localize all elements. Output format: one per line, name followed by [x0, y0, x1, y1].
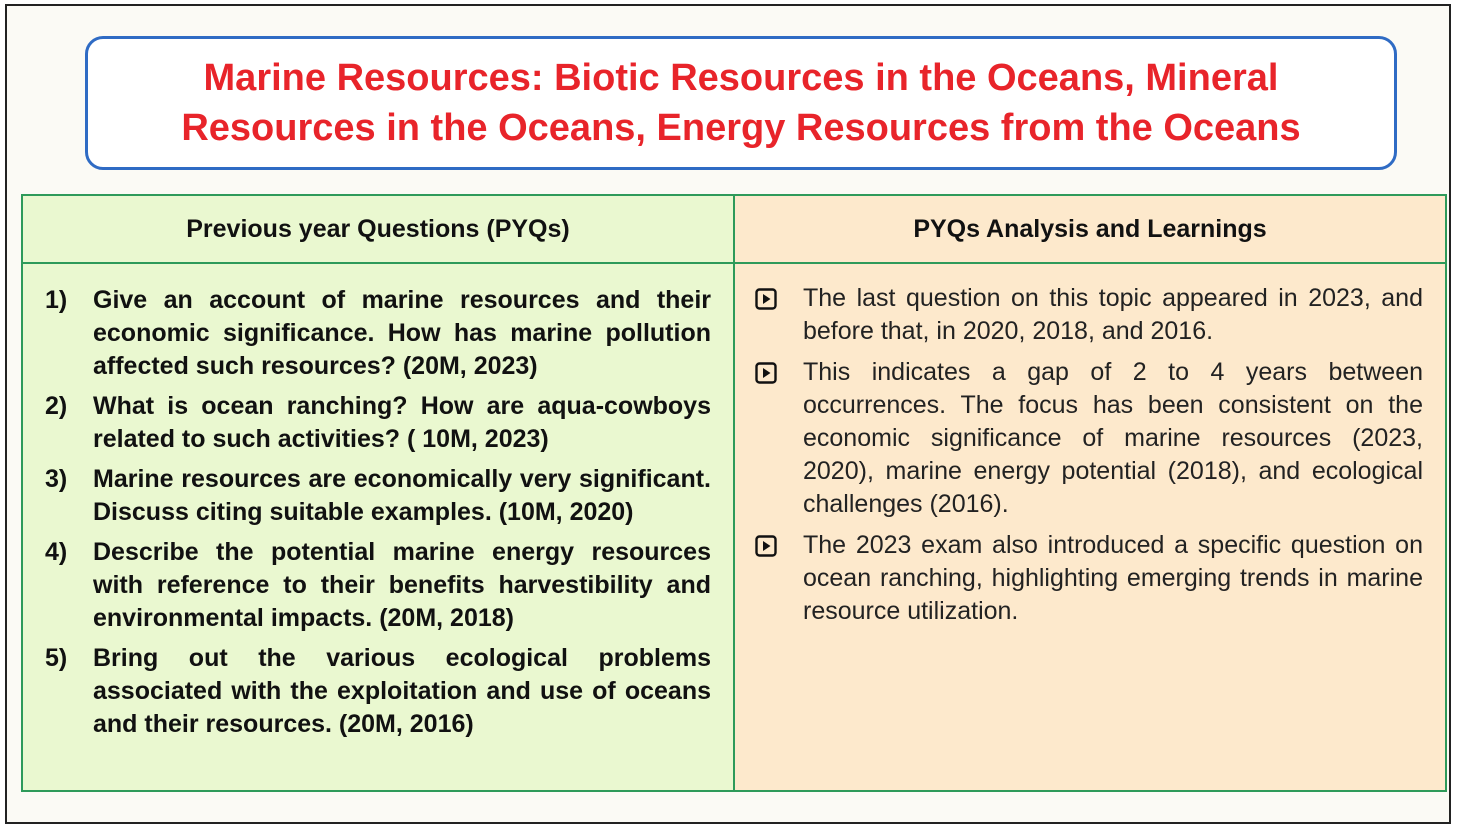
analysis-text: The last question on this topic appeared in 2023, and before that, in 2020, 2018, and 2016. [803, 284, 1423, 345]
question-item [45, 463, 711, 529]
play-square-icon [755, 529, 803, 628]
title-box [85, 36, 1397, 170]
right-column-header: PYQs Analysis and Learnings [735, 196, 1445, 264]
question-number: 4) [45, 538, 68, 566]
pyq-table [21, 194, 1447, 792]
question-item [45, 284, 711, 383]
left-column-header: Previous year Questions (PYQs) [23, 196, 735, 264]
page-title: Marine Resources: Biotic Resources in the Oceans, Mineral Resources in the Oceans, Energy Resources from the Oceans [181, 57, 1301, 149]
question-text: Give an account of marine resources and their economic significance. How has marine pollution affected such resources? (20M, 2023) [93, 286, 711, 380]
analysis-text: The 2023 exam also introduced a specific question on ocean ranching, highlighting emerging trends in marine resource utilization. [803, 531, 1423, 625]
question-text: Describe the potential marine energy resources with reference to their benefits harvestibility and environmental impacts. (20M, 2018) [93, 538, 711, 632]
analysis-item [755, 356, 1423, 521]
question-item [45, 390, 711, 456]
question-number: 5) [45, 644, 68, 672]
analysis-text: This indicates a gap of 2 to 4 years between occurrences. The focus has been consistent on the economic significance of marine resources (2023, 2020), marine energy potential (2018), and ecological challenges (2016). [803, 358, 1423, 518]
play-square-icon [755, 356, 803, 521]
question-text: What is ocean ranching? How are aqua-cowboys related to such activities? ( 10M, 2023) [93, 392, 711, 453]
question-number: 1) [45, 286, 68, 314]
questions-list [23, 264, 735, 790]
question-text: Bring out the various ecological problems associated with the exploitation and use of oceans and their resources. (20M, 2016) [93, 644, 711, 738]
question-number: 3) [45, 465, 68, 493]
analysis-list [735, 264, 1445, 790]
question-item [45, 642, 711, 741]
question-text: Marine resources are economically very significant. Discuss citing suitable examples. (10M, 2020) [93, 465, 711, 526]
question-number: 2) [45, 392, 68, 420]
analysis-item [755, 282, 1423, 348]
question-item [45, 536, 711, 635]
analysis-item [755, 529, 1423, 628]
play-square-icon [755, 282, 803, 348]
